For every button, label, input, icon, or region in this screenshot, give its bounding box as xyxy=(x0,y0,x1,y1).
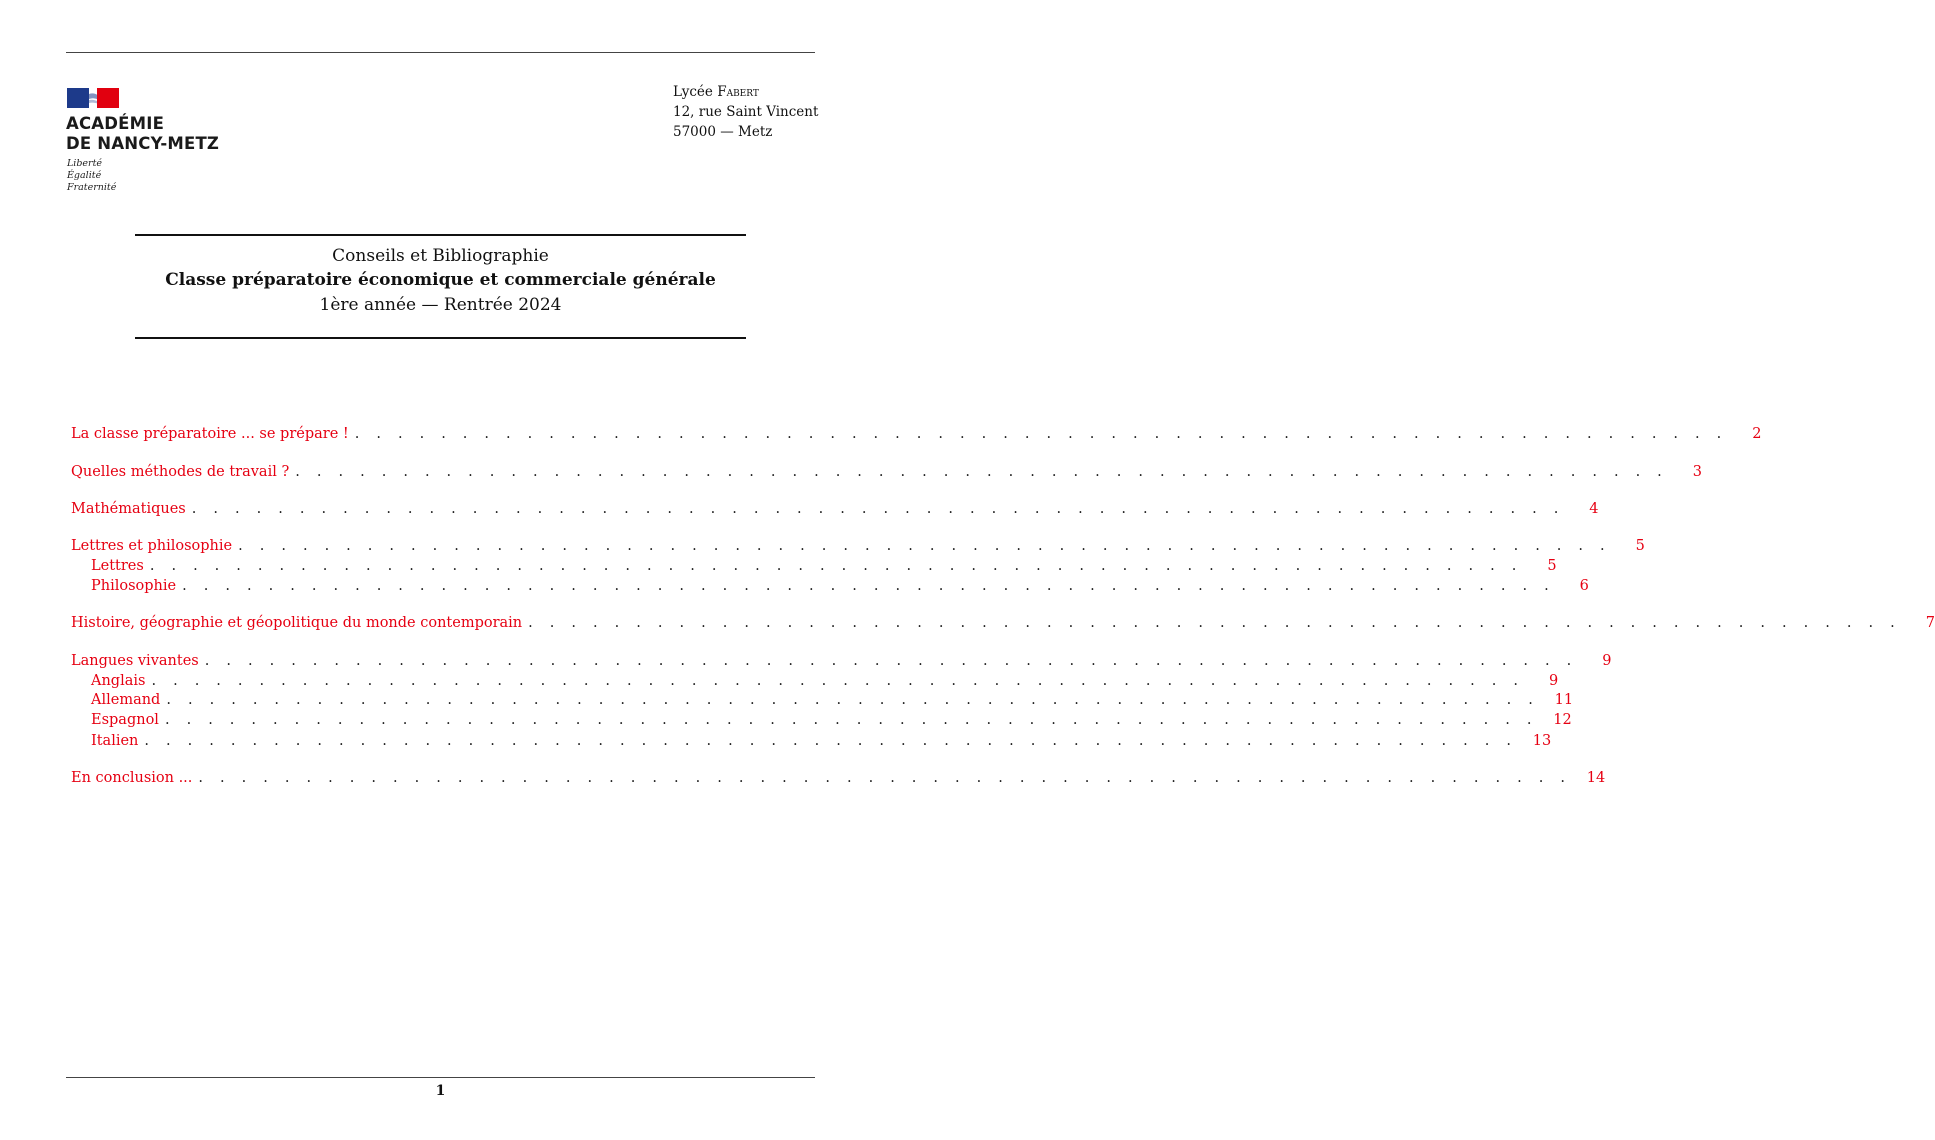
title-bottom-rule xyxy=(135,337,746,339)
motto xyxy=(67,158,116,194)
address-line1 xyxy=(673,82,818,102)
document-title xyxy=(135,244,746,317)
toc-leader-dots: . . . . . . . . . . . . . . . . . . . . . . . . . . . . . . . . . . . . . . . . . . . . . . . . . . . . . . . . . . . . . . . . xyxy=(149,558,1523,574)
bottom-rule xyxy=(66,1077,815,1078)
toc-page-number: 3 xyxy=(1692,464,1702,480)
academie-name-line2: DE NANCY-METZ xyxy=(66,134,220,153)
toc-label: Anglais xyxy=(91,671,149,691)
motto-liberte: Liberté xyxy=(67,158,103,169)
toc-leader-dots: . . . . . . . . . . . . . . . . . . . . . . . . . . . . . . . . . . . . . . . . . . . . . . . . . . . . . . . . . . . . . . . . xyxy=(182,578,1555,594)
toc-leader-dots: . . . . . . . . . . . . . . . . . . . . . . . . . . . . . . . . . . . . . . . . . . . . . . . . . . . . . . . . . . . . . . . . xyxy=(204,653,1578,669)
toc-page-number: 5 xyxy=(1635,538,1645,554)
toc-leader-dots: . . . . . . . . . . . . . . . . . . . . . . . . . . . . . . . . . . . . . . . . . . . . . . . . . . . . . . . . . . . . . . . . xyxy=(144,733,1518,749)
motto-egalite: Égalité xyxy=(67,170,102,181)
toc-page-number: 14 xyxy=(1586,770,1606,786)
toc-leader-dots: . . . . . . . . . . . . . . . . . . . . . . . . . . . . . . . . . . . . . . . . . . . . . . . . . . . . . . . . . . . . . . . . xyxy=(295,464,1668,480)
toc-page-number: 5 xyxy=(1547,558,1557,574)
address-line2: 12, rue Saint Vincent xyxy=(673,104,819,120)
toc-leader-dots: . . . . . . . . . . . . . . . . . . . . . . . . . . . . . . . . . . . . . . . . . . . . . . . . . . . . . . . . . . . . . . . . xyxy=(164,712,1538,728)
toc-entry-methodes[interactable] xyxy=(71,462,1702,482)
title-line2: Classe préparatoire économique et commerciale générale xyxy=(165,270,716,290)
page-number: 1 xyxy=(435,1083,446,1099)
toc-entry-philosophie[interactable] xyxy=(91,576,1589,596)
toc-label: En conclusion ... xyxy=(71,768,196,788)
toc-leader-dots: . . . . . . . . . . . . . . . . . . . . . . . . . . . . . . . . . . . . . . . . . . . . . . . . . . . . . . . . . . . . . . . . xyxy=(151,673,1525,689)
toc-page-number: 7 xyxy=(1925,615,1935,631)
top-rule xyxy=(66,52,815,53)
toc-page-number: 6 xyxy=(1579,578,1589,594)
toc-page-number: 12 xyxy=(1553,712,1572,728)
toc-label: Lettres xyxy=(91,556,148,576)
toc-leader-dots: . . . . . . . . . . . . . . . . . . . . . . . . . . . . . . . . . . . . . . . . . . . . . . . . . . . . . . . . . . . . . . . . xyxy=(191,501,1565,517)
academie-logo xyxy=(66,86,241,196)
toc-entry-lettres[interactable] xyxy=(91,556,1557,576)
toc-leader-dots: . . . . . . . . . . . . . . . . . . . . . . . . . . . . . . . . . . . . . . . . . . . . . . . . . . . . . . . . . . . . . . . . xyxy=(528,615,1901,631)
toc-entry-allemand[interactable] xyxy=(91,690,1574,710)
toc-leader-dots: . . . . . . . . . . . . . . . . . . . . . . . . . . . . . . . . . . . . . . . . . . . . . . . . . . . . . . . . . . . . . . . . xyxy=(166,692,1540,708)
academie-name-line1: ACADÉMIE xyxy=(66,114,165,133)
toc-label: Philosophie xyxy=(91,576,180,596)
toc-entry-lettres-philosophie[interactable] xyxy=(71,536,1645,556)
toc-label: Espagnol xyxy=(91,710,163,730)
school-name: Fabert xyxy=(717,84,759,100)
toc-label: Langues vivantes xyxy=(71,651,203,671)
marianne-flag-icon xyxy=(67,88,119,108)
toc-entry-mathematiques[interactable] xyxy=(71,499,1599,519)
address-prefix: Lycée xyxy=(673,84,713,100)
toc-leader-dots: . . . . . . . . . . . . . . . . . . . . . . . . . . . . . . . . . . . . . . . . . . . . . . . . . . . . . . . . . . . . . . . . xyxy=(238,538,1611,554)
toc-entry-anglais[interactable] xyxy=(91,671,1559,691)
title-line1: Conseils et Bibliographie xyxy=(332,246,549,266)
toc-entry-conclusion[interactable] xyxy=(71,768,1606,788)
toc-label: Mathématiques xyxy=(71,499,190,519)
toc-label: Italien xyxy=(91,731,142,751)
toc-entry-italien[interactable] xyxy=(91,731,1552,751)
toc-leader-dots: . . . . . . . . . . . . . . . . . . . . . . . . . . . . . . . . . . . . . . . . . . . . . . . . . . . . . . . . . . . . . . . . xyxy=(198,770,1572,786)
toc-label: Quelles méthodes de travail ? xyxy=(71,462,293,482)
toc-leader-dots: . . . . . . . . . . . . . . . . . . . . . . . . . . . . . . . . . . . . . . . . . . . . . . . . . . . . . . . . . . . . . . . . xyxy=(354,426,1728,442)
toc-entry-histoire-geographie[interactable] xyxy=(71,613,1935,633)
toc-label: Histoire, géographie et géopolitique du monde contemporain xyxy=(71,613,526,633)
address-line3: 57000 — Metz xyxy=(673,124,773,140)
toc-page-number: 4 xyxy=(1589,501,1599,517)
title-line3: 1ère année — Rentrée 2024 xyxy=(319,295,562,315)
toc-page-number: 13 xyxy=(1532,733,1552,749)
toc-entry-espagnol[interactable] xyxy=(91,710,1572,730)
toc-entry-langues-vivantes[interactable] xyxy=(71,651,1612,671)
title-top-rule xyxy=(135,234,746,236)
toc-entry-classe-preparatoire[interactable] xyxy=(71,424,1762,444)
toc-label: Allemand xyxy=(91,690,164,710)
toc-page-number: 11 xyxy=(1554,692,1574,708)
school-address xyxy=(673,82,818,142)
toc-page-number: 9 xyxy=(1602,653,1612,669)
motto-fraternite: Fraternité xyxy=(67,182,117,193)
toc-label: La classe préparatoire ... se prépare ! xyxy=(71,424,353,444)
toc-page-number: 2 xyxy=(1752,426,1762,442)
toc-page-number: 9 xyxy=(1548,673,1559,689)
toc-label: Lettres et philosophie xyxy=(71,536,236,556)
